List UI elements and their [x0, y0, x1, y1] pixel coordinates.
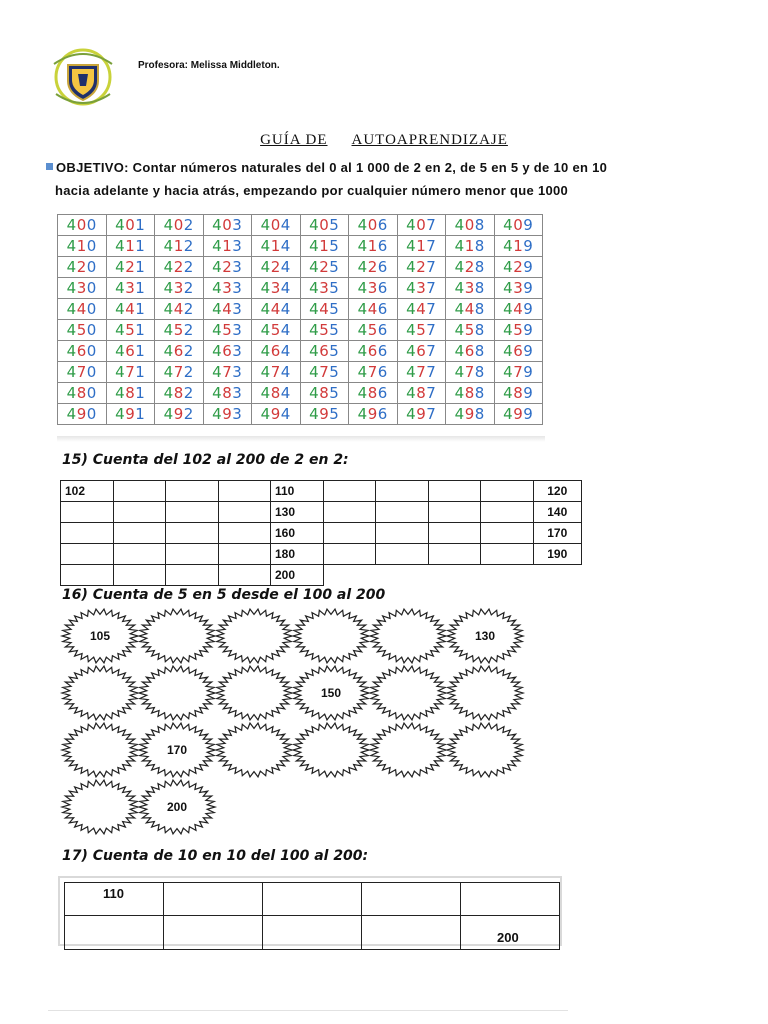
- chart-cell: 413: [203, 236, 252, 257]
- chart-cell: 477: [397, 362, 446, 383]
- chart-cell: 416: [349, 236, 398, 257]
- chart-cell: 437: [397, 278, 446, 299]
- chart-cell: 440: [58, 299, 107, 320]
- chart-cell: 426: [349, 257, 398, 278]
- chart-cell: 417: [397, 236, 446, 257]
- chart-cell: 476: [349, 362, 398, 383]
- chart-cell: 428: [446, 257, 495, 278]
- exercise-15-cell[interactable]: [218, 481, 271, 502]
- exercise-15-cell[interactable]: 160: [271, 523, 324, 544]
- chart-cell: 460: [58, 341, 107, 362]
- chart-cell: 444: [252, 299, 301, 320]
- exercise-17-cell[interactable]: [263, 916, 362, 950]
- exercise-15-cell[interactable]: [323, 502, 376, 523]
- exercise-15-cell[interactable]: [428, 502, 481, 523]
- chart-cell: 481: [106, 383, 155, 404]
- burst-value: 170: [166, 743, 188, 757]
- chart-cell: 443: [203, 299, 252, 320]
- chart-cell: 401: [106, 215, 155, 236]
- burst-shape[interactable]: [139, 609, 215, 663]
- exercise-17-heading: 17) Cuenta de 10 en 10 del 100 al 200:: [62, 848, 369, 864]
- chart-cell: 495: [300, 404, 349, 425]
- chart-cell: 458: [446, 320, 495, 341]
- chart-cell: 448: [446, 299, 495, 320]
- objective-text: [46, 156, 746, 202]
- exercise-15-cell[interactable]: [323, 544, 376, 565]
- chart-cell: 457: [397, 320, 446, 341]
- exercise-15-cell[interactable]: 200: [271, 565, 324, 586]
- chart-cell: 420: [58, 257, 107, 278]
- burst-shape[interactable]: [293, 666, 369, 720]
- burst-value: 150: [320, 686, 342, 700]
- chart-row: [58, 320, 543, 341]
- chart-cell: 404: [252, 215, 301, 236]
- chart-row: [58, 341, 543, 362]
- footer-divider: [48, 1010, 568, 1011]
- chart-cell: 491: [106, 404, 155, 425]
- chart-cell: 408: [446, 215, 495, 236]
- exercise-15-cell[interactable]: [61, 502, 114, 523]
- burst-shape[interactable]: [370, 723, 446, 777]
- chart-cell: 415: [300, 236, 349, 257]
- burst-shape[interactable]: [447, 723, 523, 777]
- chart-cell: 414: [252, 236, 301, 257]
- exercise-15-grid: [60, 480, 582, 586]
- chart-cell: 469: [494, 341, 543, 362]
- chart-cell: 484: [252, 383, 301, 404]
- exercise-15-cell[interactable]: [113, 565, 166, 586]
- chart-cell: 434: [252, 278, 301, 299]
- chart-cell: 430: [58, 278, 107, 299]
- exercise-15-cell[interactable]: [481, 544, 534, 565]
- exercise-15-cell[interactable]: 110: [271, 481, 324, 502]
- exercise-15-cell[interactable]: [218, 565, 271, 586]
- chart-cell: 479: [494, 362, 543, 383]
- exercise-17-cell[interactable]: [362, 916, 461, 950]
- exercise-17-cell[interactable]: [65, 916, 164, 950]
- burst-shape[interactable]: [216, 723, 292, 777]
- chart-cell: 461: [106, 341, 155, 362]
- burst-shape[interactable]: [139, 666, 215, 720]
- exercise-15-cell[interactable]: [61, 523, 114, 544]
- chart-row: [58, 236, 543, 257]
- chart-cell: 432: [155, 278, 204, 299]
- burst-shape[interactable]: [447, 609, 523, 663]
- exercise-15-cell[interactable]: [376, 481, 429, 502]
- burst-shape[interactable]: [139, 780, 215, 834]
- chart-cell: 490: [58, 404, 107, 425]
- chart-cell: 474: [252, 362, 301, 383]
- burst-shape[interactable]: [62, 666, 138, 720]
- chart-cell: 418: [446, 236, 495, 257]
- chart-cell: 406: [349, 215, 398, 236]
- exercise-15-cell[interactable]: [323, 523, 376, 544]
- chart-cell: 435: [300, 278, 349, 299]
- chart-cell: 480: [58, 383, 107, 404]
- exercise-15-cell[interactable]: [166, 481, 219, 502]
- exercise-17-row: [65, 883, 560, 916]
- chart-cell: 456: [349, 320, 398, 341]
- burst-shape[interactable]: [370, 609, 446, 663]
- exercise-16-bursts: [52, 604, 532, 844]
- chart-cell: 447: [397, 299, 446, 320]
- exercise-17-row: [65, 916, 560, 950]
- chart-cell: 455: [300, 320, 349, 341]
- burst-shape[interactable]: [293, 609, 369, 663]
- exercise-15-cell[interactable]: [481, 481, 534, 502]
- chart-cell: 486: [349, 383, 398, 404]
- chart-cell: 452: [155, 320, 204, 341]
- chart-cell: 483: [203, 383, 252, 404]
- page-title: [0, 132, 768, 149]
- chart-cell: 400: [58, 215, 107, 236]
- title-part1: GUÍA DE: [260, 132, 328, 148]
- exercise-15-cell[interactable]: 170: [533, 523, 582, 544]
- chart-cell: 425: [300, 257, 349, 278]
- chart-cell: 449: [494, 299, 543, 320]
- chart-cell: 446: [349, 299, 398, 320]
- chart-cell: 498: [446, 404, 495, 425]
- objective-line2: hacia adelante y hacia atrás, empezando por cualquier número menor que 1000: [55, 183, 569, 198]
- exercise-15-cell[interactable]: [166, 523, 219, 544]
- exercise-17-cell[interactable]: [362, 883, 461, 916]
- chart-cell: 493: [203, 404, 252, 425]
- exercise-15-row: [61, 481, 582, 502]
- chart-cell: 489: [494, 383, 543, 404]
- exercise-15-row: [61, 544, 582, 565]
- chart-row: [58, 257, 543, 278]
- exercise-15-cell[interactable]: [166, 544, 219, 565]
- chart-cell: 488: [446, 383, 495, 404]
- chart-cell: 466: [349, 341, 398, 362]
- exercise-15-cell[interactable]: [113, 523, 166, 544]
- exercise-15-row: [61, 565, 582, 586]
- chart-cell: 427: [397, 257, 446, 278]
- exercise-15-row: [61, 502, 582, 523]
- burst-shape[interactable]: [370, 666, 446, 720]
- chart-cell: 450: [58, 320, 107, 341]
- exercise-17-cell[interactable]: [461, 883, 560, 916]
- exercise-15-cell[interactable]: [428, 523, 481, 544]
- exercise-17-cell[interactable]: 200: [461, 916, 560, 950]
- exercise-15-cell[interactable]: [113, 481, 166, 502]
- exercise-15-heading: 15) Cuenta del 102 al 200 de 2 en 2:: [62, 452, 349, 468]
- chart-cell: 419: [494, 236, 543, 257]
- burst-value: 105: [89, 629, 111, 643]
- burst-shape[interactable]: [447, 666, 523, 720]
- chart-cell: 402: [155, 215, 204, 236]
- chart-cell: 485: [300, 383, 349, 404]
- chart-cell: 496: [349, 404, 398, 425]
- burst-shape[interactable]: [62, 609, 138, 663]
- chart-row: [58, 278, 543, 299]
- exercise-15-cell[interactable]: [376, 502, 429, 523]
- chart-cell: 423: [203, 257, 252, 278]
- chart-cell: 454: [252, 320, 301, 341]
- exercise-17-frame: [58, 876, 562, 946]
- chart-cell: 433: [203, 278, 252, 299]
- chart-cell: 473: [203, 362, 252, 383]
- chart-cell: 497: [397, 404, 446, 425]
- chart-cell: 412: [155, 236, 204, 257]
- chart-cell: 465: [300, 341, 349, 362]
- school-logo: [48, 48, 118, 106]
- chart-cell: 478: [446, 362, 495, 383]
- chart-cell: 422: [155, 257, 204, 278]
- chart-cell: 468: [446, 341, 495, 362]
- chart-cell: 462: [155, 341, 204, 362]
- chart-cell: 453: [203, 320, 252, 341]
- chart-cell: 471: [106, 362, 155, 383]
- exercise-15-cell[interactable]: 190: [533, 544, 582, 565]
- chart-cell: 438: [446, 278, 495, 299]
- chart-cell: 464: [252, 341, 301, 362]
- chart-cell: 429: [494, 257, 543, 278]
- chart-row: [58, 215, 543, 236]
- chart-cell: 439: [494, 278, 543, 299]
- exercise-16-heading: 16) Cuenta de 5 en 5 desde el 100 al 200: [62, 587, 386, 603]
- chart-cell: 431: [106, 278, 155, 299]
- chart-cell: 451: [106, 320, 155, 341]
- exercise-17-cell[interactable]: 110: [65, 883, 164, 916]
- chart-cell: 424: [252, 257, 301, 278]
- exercise-15-cell[interactable]: [61, 544, 114, 565]
- burst-shape[interactable]: [216, 609, 292, 663]
- exercise-15-cell[interactable]: [218, 523, 271, 544]
- burst-shape[interactable]: [62, 723, 138, 777]
- chart-cell: 492: [155, 404, 204, 425]
- exercise-15-cell[interactable]: [428, 481, 481, 502]
- exercise-15-cell[interactable]: [166, 565, 219, 586]
- chart-cell: 499: [494, 404, 543, 425]
- exercise-15-cell[interactable]: 180: [271, 544, 324, 565]
- exercise-17-cell[interactable]: [164, 883, 263, 916]
- chart-cell: 411: [106, 236, 155, 257]
- exercise-15-cell[interactable]: 140: [533, 502, 582, 523]
- exercise-15-cell[interactable]: [481, 523, 534, 544]
- exercise-15-cell[interactable]: [428, 544, 481, 565]
- exercise-15-cell[interactable]: [376, 544, 429, 565]
- chart-cell: 467: [397, 341, 446, 362]
- burst-value: 200: [166, 800, 188, 814]
- chart-cell: 470: [58, 362, 107, 383]
- exercise-15-cell[interactable]: 102: [61, 481, 114, 502]
- chart-cell: 475: [300, 362, 349, 383]
- exercise-15-cell[interactable]: [481, 502, 534, 523]
- chart-cell: 436: [349, 278, 398, 299]
- exercise-15-cell[interactable]: [218, 544, 271, 565]
- exercise-17-grid: [64, 882, 560, 950]
- exercise-15-cell[interactable]: 120: [533, 481, 582, 502]
- chart-cell: 409: [494, 215, 543, 236]
- chart-cell: 421: [106, 257, 155, 278]
- chart-cell: 441: [106, 299, 155, 320]
- burst-shape[interactable]: [62, 780, 138, 834]
- teacher-name: Profesora: Melissa Middleton.: [138, 60, 280, 71]
- chart-shadow: [57, 436, 545, 442]
- exercise-17-cell[interactable]: [263, 883, 362, 916]
- burst-shape[interactable]: [216, 666, 292, 720]
- chart-cell: 482: [155, 383, 204, 404]
- exercise-15-cell[interactable]: [61, 565, 114, 586]
- bullet-icon: [46, 163, 53, 170]
- chart-cell: 442: [155, 299, 204, 320]
- title-part2: AUTOAPRENDIZAJE: [351, 132, 508, 148]
- chart-cell: 463: [203, 341, 252, 362]
- chart-cell: 407: [397, 215, 446, 236]
- exercise-17-cell[interactable]: [164, 916, 263, 950]
- exercise-15-cell[interactable]: [113, 544, 166, 565]
- chart-row: [58, 299, 543, 320]
- exercise-15-cell[interactable]: [113, 502, 166, 523]
- burst-shape[interactable]: [293, 723, 369, 777]
- exercise-15-row: [61, 523, 582, 544]
- exercise-15-cell[interactable]: [166, 502, 219, 523]
- chart-cell: 405: [300, 215, 349, 236]
- chart-cell: 494: [252, 404, 301, 425]
- exercise-15-cell[interactable]: [218, 502, 271, 523]
- exercise-15-cell[interactable]: [376, 523, 429, 544]
- chart-row: [58, 404, 543, 425]
- chart-cell: 403: [203, 215, 252, 236]
- chart-cell: 472: [155, 362, 204, 383]
- chart-row: [58, 362, 543, 383]
- hundred-chart: [57, 214, 543, 425]
- objective-line1: OBJETIVO: Contar números naturales del 0 al 1 000 de 2 en 2, de 5 en 5 y de 10 en 10: [56, 160, 608, 175]
- chart-row: [58, 383, 543, 404]
- chart-cell: 410: [58, 236, 107, 257]
- exercise-15-cell[interactable]: [323, 481, 376, 502]
- burst-shape[interactable]: [139, 723, 215, 777]
- chart-cell: 459: [494, 320, 543, 341]
- chart-cell: 487: [397, 383, 446, 404]
- exercise-15-cell[interactable]: 130: [271, 502, 324, 523]
- chart-cell: 445: [300, 299, 349, 320]
- burst-value: 130: [474, 629, 496, 643]
